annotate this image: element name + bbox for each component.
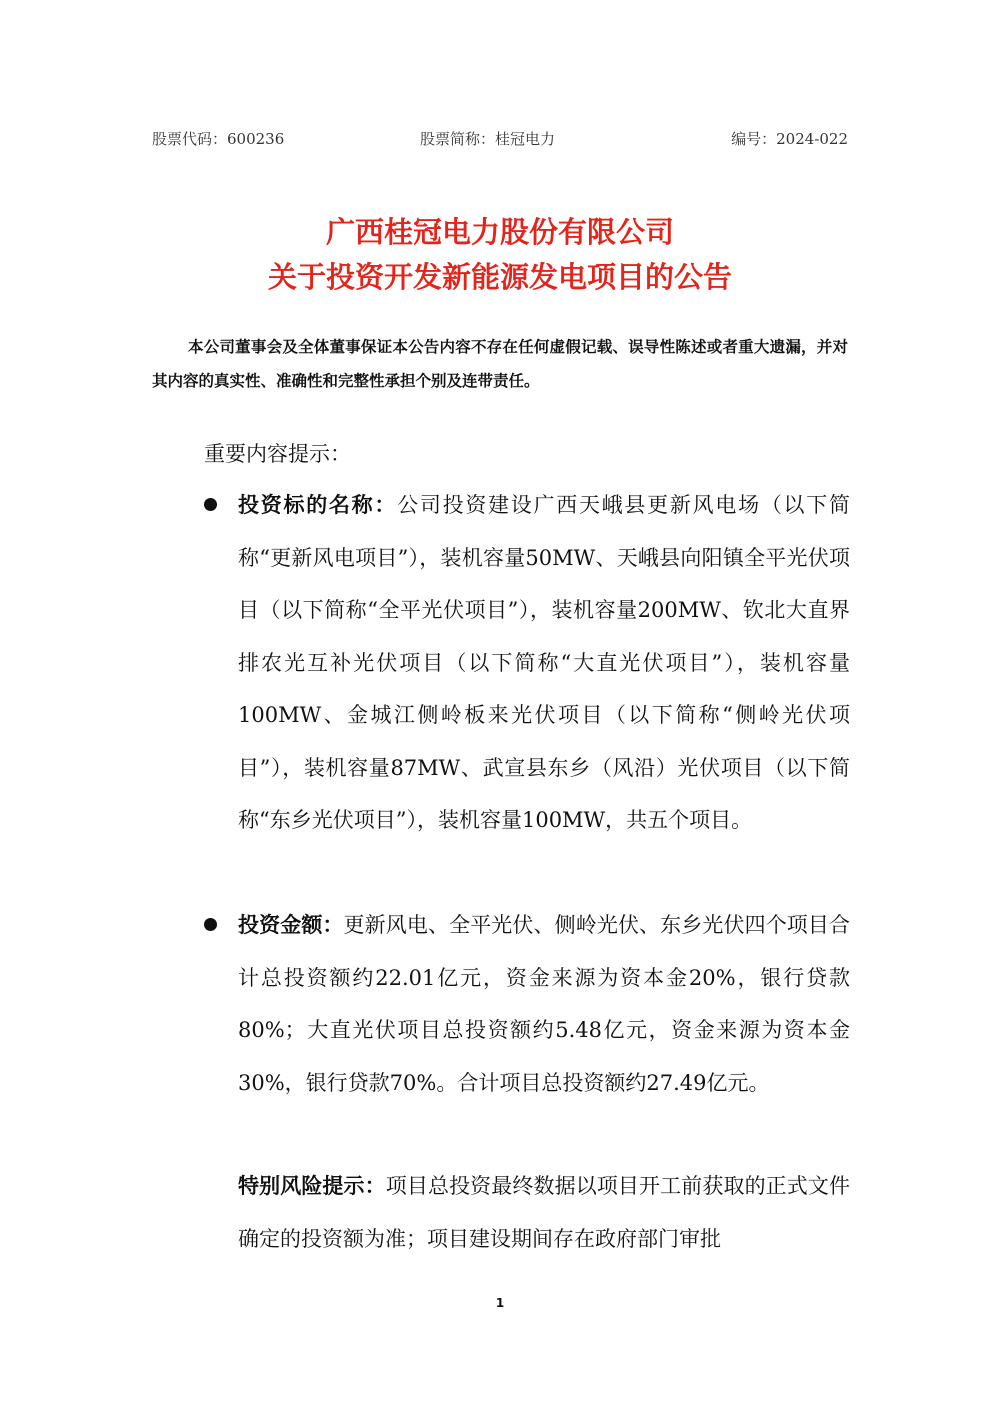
announcement-number: 编号：2024-022	[731, 130, 848, 148]
bullet-investment-amount	[238, 899, 850, 1109]
bullet-label: 投资金额：	[238, 913, 344, 937]
bullet-dot-icon	[204, 918, 217, 931]
stock-code: 股票代码：600236	[152, 130, 285, 148]
section-title: 重要内容提示：	[204, 442, 351, 466]
bullet-label: 投资标的名称：	[238, 493, 398, 517]
board-disclaimer: 本公司董事会及全体董事保证本公告内容不存在任何虚假记载、误导性陈述或者重大遗漏，并对其内容的真实性、准确性和完整性承担个别及连带责任。	[152, 338, 848, 390]
title-company: 广西桂冠电力股份有限公司	[325, 215, 674, 249]
bullet-risk-notice	[238, 1160, 850, 1265]
bullet-text: 项目总投资最终数据以项目开工前获取的正式文件确定的投资额为准；项目建设期间存在政府部门审批	[238, 1174, 850, 1251]
bullet-text: 公司投资建设广西天峨县更新风电场（以下简称“更新风电项目”），装机容量50MW、天峨县向阳镇全平光伏项目（以下简称“全平光伏项目”），装机容量200MW、钦北大直界排农光互补光伏项目（以下简称“大直光伏项目”），装机容量100MW、金城江侧岭板来光伏项目（以下简称“侧岭光伏项目”），装机容量87MW、武宣县东乡（风沿）光伏项目（以下简称“东乡光伏项目”），装机容量100MW，共五个项目。	[238, 493, 851, 832]
stock-name: 股票简称：桂冠电力	[420, 130, 556, 148]
bullet-investment-target	[238, 479, 850, 847]
page-number: 1	[495, 1296, 505, 1310]
bullet-text: 更新风电、全平光伏、侧岭光伏、东乡光伏四个项目合计总投资额约22.01亿元，资金来源为资本金20%，银行贷款80%；大直光伏项目总投资额约5.48亿元，资金来源为资本金30%，银行贷款70%。合计项目总投资额约27.49亿元。	[238, 913, 851, 1095]
title-subject: 关于投资开发新能源发电项目的公告	[267, 260, 732, 294]
page-header	[152, 128, 848, 154]
bullet-dot-icon	[204, 498, 217, 511]
bullet-label: 特别风险提示：	[238, 1174, 386, 1198]
